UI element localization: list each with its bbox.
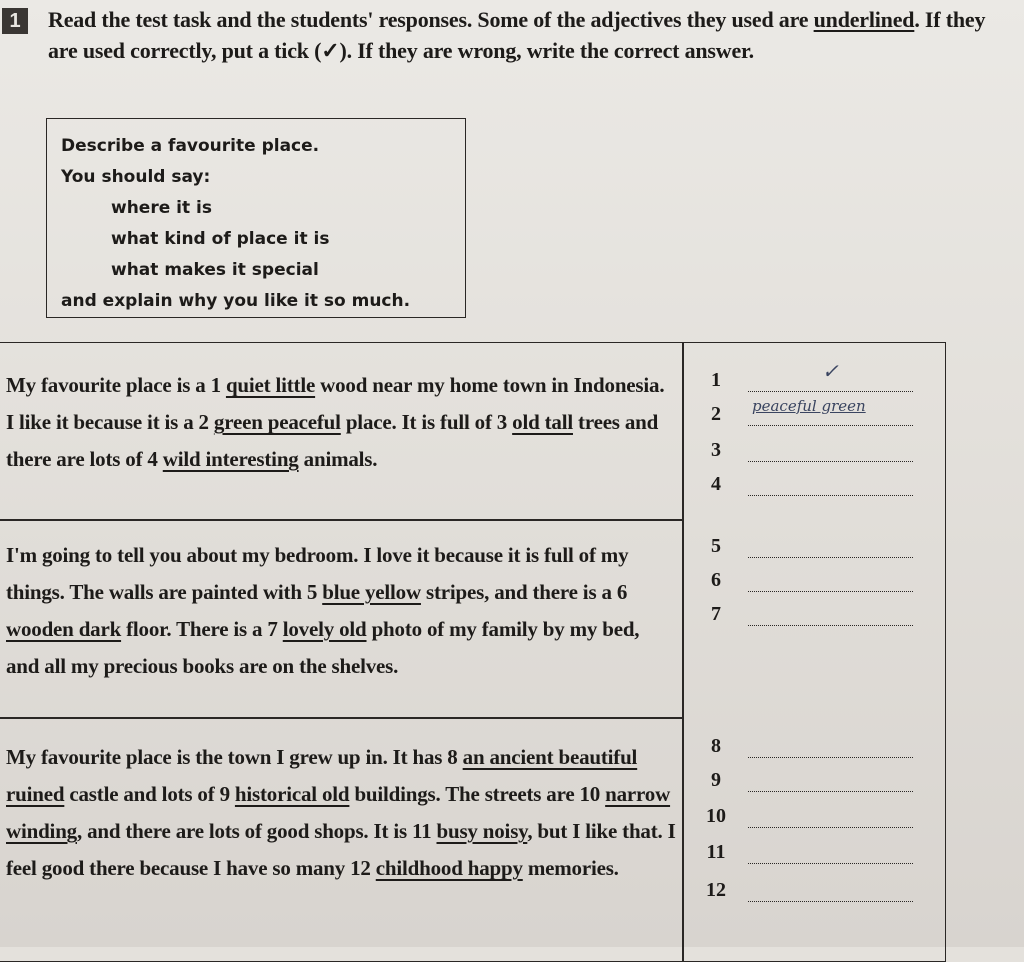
response-text: trees and there are lots of 4 bbox=[6, 410, 659, 471]
underlined-adjectives: old tall bbox=[512, 410, 573, 434]
prompt-intro: You should say: bbox=[61, 167, 211, 187]
underlined-adjectives: historical old bbox=[234, 782, 350, 806]
response-text: , and there are lots of good shops. It is 11 bbox=[76, 819, 437, 843]
answer-number: 5 bbox=[711, 535, 721, 557]
underlined-adjectives: childhood happy bbox=[375, 856, 523, 880]
response-text: My favourite place is the town I grew up in. It has 8 bbox=[6, 745, 463, 769]
prompt-closing: and explain why you like it so much. bbox=[61, 291, 411, 311]
response-text: My favourite place is a 1 bbox=[6, 373, 226, 397]
answer-number: 8 bbox=[711, 735, 721, 757]
student-response-1 bbox=[6, 367, 676, 478]
answer-line[interactable] bbox=[748, 557, 913, 558]
answer-slot-6 bbox=[696, 567, 916, 601]
answer-line[interactable] bbox=[748, 461, 913, 462]
underlined-adjectives: green peaceful bbox=[213, 410, 341, 434]
answer-number: 12 bbox=[706, 879, 726, 901]
answer-slot-3 bbox=[696, 437, 916, 471]
answer-line[interactable] bbox=[748, 863, 913, 864]
answer-slot-5 bbox=[696, 533, 916, 567]
underlined-adjectives: busy noisy bbox=[436, 819, 528, 843]
answer-line[interactable] bbox=[748, 391, 913, 392]
response-text: , but I like that. I feel good there because I have so many 12 bbox=[6, 819, 676, 880]
answer-line[interactable] bbox=[748, 901, 913, 902]
table-column-divider bbox=[682, 343, 684, 961]
answer-slot-8 bbox=[696, 733, 916, 767]
answer-slot-2 bbox=[696, 397, 916, 435]
response-text: photo of my family by my bed, and all my precious books are on the shelves. bbox=[6, 617, 640, 678]
answer-slot-1 bbox=[696, 359, 916, 401]
answer-slot-11 bbox=[696, 839, 916, 873]
response-text: buildings. The streets are 10 bbox=[349, 782, 606, 806]
instructions-text: Read the test task and the students' responses. Some of the adjectives they used are bbox=[48, 7, 814, 32]
answer-slot-4 bbox=[696, 471, 916, 505]
response-text: I'm going to tell you about my bedroom. I love it because it is full of my things. The walls are painted with 5 bbox=[6, 543, 629, 604]
underlined-adjectives: an ancient beautiful ruined bbox=[6, 745, 638, 806]
answer-line[interactable] bbox=[748, 625, 913, 626]
response-text: place. It is full of 3 bbox=[340, 410, 513, 434]
task-instructions bbox=[48, 4, 1008, 66]
answer-number: 3 bbox=[711, 439, 721, 461]
answer-number: 4 bbox=[711, 473, 721, 495]
handwritten-answer: peaceful green bbox=[752, 397, 866, 415]
instructions-underlined-word: underlined bbox=[813, 7, 915, 32]
answer-slot-12 bbox=[696, 877, 916, 911]
response-text: stripes, and there is a 6 bbox=[420, 580, 628, 604]
answer-number: 7 bbox=[711, 603, 721, 625]
student-response-2 bbox=[6, 537, 676, 685]
response-text: wood near my home town in Indonesia. I like it because it is a 2 bbox=[6, 373, 665, 434]
answer-number: 9 bbox=[711, 769, 721, 791]
response-text: animals. bbox=[298, 447, 378, 471]
answer-slot-10 bbox=[696, 803, 916, 837]
prompt-bullet: what kind of place it is bbox=[111, 229, 330, 249]
answer-slot-9 bbox=[696, 767, 916, 801]
answer-line[interactable] bbox=[748, 425, 913, 426]
answer-number: 2 bbox=[711, 403, 721, 425]
answer-line[interactable] bbox=[748, 827, 913, 828]
table-row-divider bbox=[0, 519, 682, 521]
underlined-adjectives: lovely old bbox=[282, 617, 367, 641]
student-response-3 bbox=[6, 739, 676, 887]
answer-line[interactable] bbox=[748, 591, 913, 592]
task-number-badge: 1 bbox=[2, 8, 28, 34]
underlined-adjectives: wooden dark bbox=[6, 617, 122, 641]
table-row-divider bbox=[0, 717, 682, 719]
answer-number: 11 bbox=[706, 841, 726, 863]
answer-line[interactable] bbox=[748, 495, 913, 496]
responses-table bbox=[0, 342, 946, 962]
answer-number: 6 bbox=[711, 569, 721, 591]
underlined-adjectives: blue yellow bbox=[322, 580, 421, 604]
tick-mark: ✓ bbox=[822, 359, 839, 383]
prompt-bullet: where it is bbox=[111, 198, 212, 218]
response-text: memories. bbox=[522, 856, 619, 880]
underlined-adjectives: wild interesting bbox=[162, 447, 299, 471]
underlined-adjectives: quiet little bbox=[225, 373, 316, 397]
answer-number: 10 bbox=[706, 805, 726, 827]
underlined-adjectives: narrow winding bbox=[6, 782, 671, 843]
instructions-text-continued: . If they are used correctly, put a tick (✓). If they are wrong, write the correct answer. bbox=[48, 7, 986, 63]
response-text: floor. There is a 7 bbox=[121, 617, 283, 641]
prompt-title: Describe a favourite place. bbox=[61, 136, 320, 156]
prompt-bullet: what makes it special bbox=[111, 260, 319, 280]
answer-line[interactable] bbox=[748, 791, 913, 792]
answer-number: 1 bbox=[711, 369, 721, 391]
answer-slot-7 bbox=[696, 601, 916, 635]
task-prompt-box bbox=[46, 118, 466, 318]
response-text: castle and lots of 9 bbox=[64, 782, 235, 806]
answer-line[interactable] bbox=[748, 757, 913, 758]
